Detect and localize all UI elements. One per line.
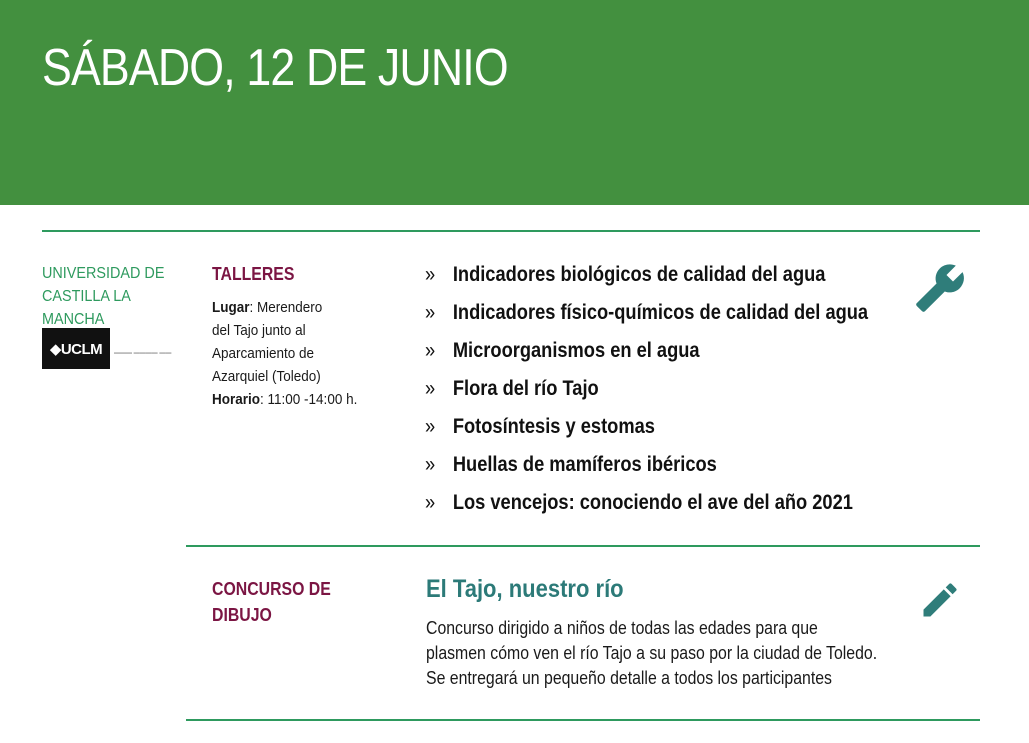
section-title-concurso bbox=[212, 576, 331, 628]
workshop-item bbox=[425, 413, 868, 451]
divider bbox=[186, 545, 980, 547]
section-title-talleres: TALLERES bbox=[212, 264, 295, 284]
workshop-item bbox=[425, 299, 868, 337]
workshop-item bbox=[425, 451, 868, 489]
organizer-name-line: UNIVERSIDAD DE bbox=[42, 265, 165, 282]
bullet-icon: » bbox=[425, 263, 436, 286]
workshop-item-label: Fotosíntesis y estomas bbox=[452, 415, 655, 438]
bullet-icon: » bbox=[425, 453, 436, 476]
workshop-item bbox=[425, 261, 868, 299]
workshop-item-label: Huellas de mamíferos ibéricos bbox=[452, 453, 717, 476]
contest-description-line: Se entregará un pequeño detalle a todos los participantes bbox=[426, 668, 832, 688]
lugar-value: Azarquiel (Toledo) bbox=[212, 368, 321, 385]
workshop-list bbox=[425, 261, 934, 527]
contest-description-line: Concurso dirigido a niños de todas las edades para que bbox=[426, 618, 818, 638]
workshop-item-label: Flora del río Tajo bbox=[452, 377, 599, 400]
section-title-line: DIBUJO bbox=[212, 605, 272, 625]
bullet-icon: » bbox=[425, 491, 436, 514]
organizer-name bbox=[42, 262, 177, 331]
workshop-item bbox=[425, 489, 868, 527]
wrench-icon bbox=[914, 262, 966, 314]
lugar-label: Lugar bbox=[212, 299, 250, 316]
divider bbox=[42, 230, 980, 232]
header-banner bbox=[0, 0, 1029, 205]
page-title: SÁBADO, 12 DE JUNIO bbox=[42, 39, 508, 97]
section-title-line: CONCURSO DE bbox=[212, 579, 331, 599]
workshop-item-label: Microorganismos en el agua bbox=[452, 339, 700, 362]
contest-description bbox=[426, 616, 919, 691]
lugar-value: Aparcamiento de bbox=[212, 345, 315, 362]
contest-description-line: plasmen cómo ven el río Tajo a su paso por la ciudad de Toledo. bbox=[426, 643, 878, 663]
workshop-item-label: Indicadores biológicos de calidad del agua bbox=[452, 263, 826, 286]
bullet-icon: » bbox=[425, 301, 436, 324]
contest-heading: El Tajo, nuestro río bbox=[426, 575, 624, 603]
divider bbox=[186, 719, 980, 721]
pencil-icon bbox=[918, 578, 962, 622]
organizer-name-line: CASTILLA LA MANCHA bbox=[42, 288, 131, 328]
workshop-item-label: Indicadores físico-químicos de calidad del agua bbox=[452, 301, 869, 324]
workshop-item bbox=[425, 375, 868, 413]
bullet-icon: » bbox=[425, 415, 436, 438]
horario-value: 11:00 -14:00 h. bbox=[267, 391, 358, 408]
workshop-item bbox=[425, 337, 868, 375]
logo-tagline: ▬▬▬ ▬▬▬▬ ▬▬ bbox=[114, 350, 172, 356]
horario-label: Horario bbox=[212, 391, 261, 408]
uclm-logo: ◆UCLM bbox=[42, 328, 110, 369]
workshop-info: Lugar: Merendero del Tajo junto al Aparcamiento de Azarquiel (Toledo) Horario: 11:00 -14:00 h. bbox=[212, 296, 370, 411]
lugar-value: del Tajo junto al bbox=[212, 322, 306, 339]
bullet-icon: » bbox=[425, 339, 436, 362]
workshop-item-label: Los vencejos: conociendo el ave del año 2021 bbox=[452, 491, 853, 514]
lugar-value: Merendero bbox=[257, 299, 323, 316]
bullet-icon: » bbox=[425, 377, 436, 400]
